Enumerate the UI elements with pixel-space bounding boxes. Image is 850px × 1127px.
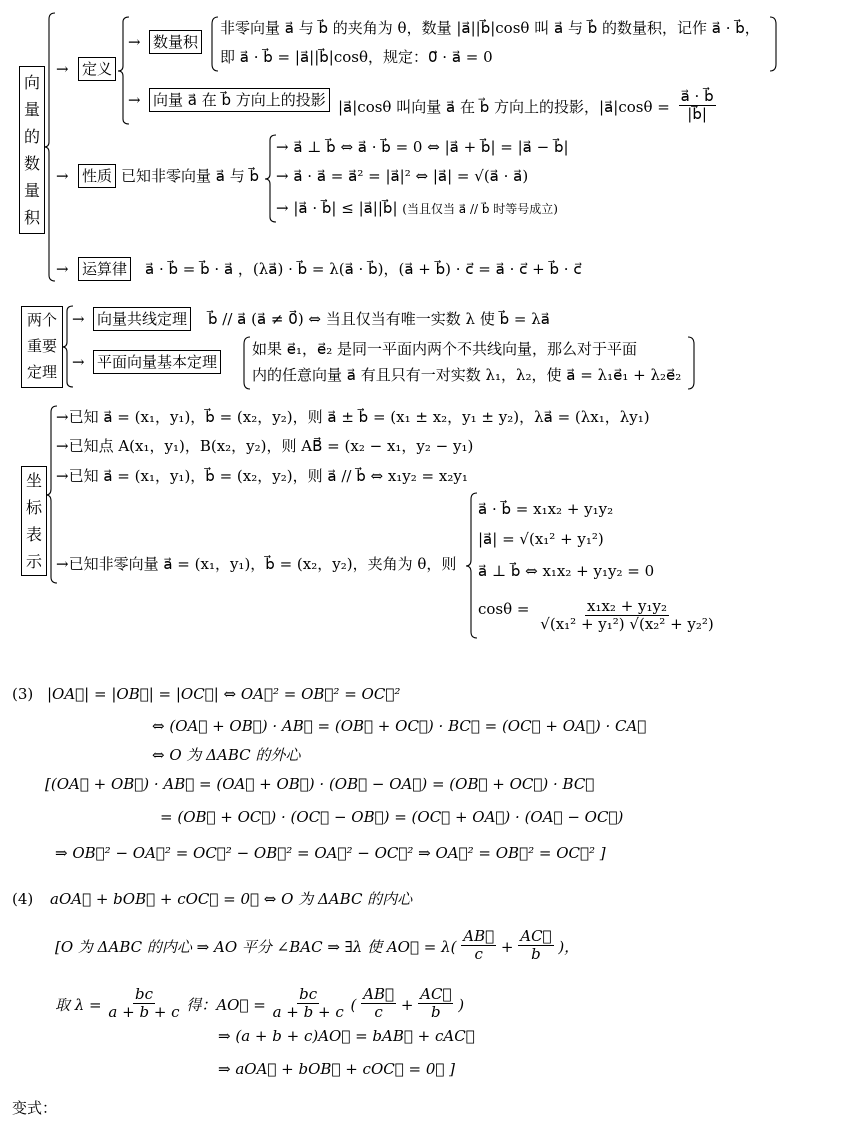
property-intro: 已知非零向量 a⃗ 与 b⃗ <box>121 167 260 185</box>
incenter-line4: ⇒ (a + b + c)AO⃗ = bAB⃗ + cAC⃗ <box>218 1027 475 1045</box>
inequality-note: (当且仅当 a⃗ // b⃗ 时等号成立) <box>402 202 558 216</box>
brace-angle-formulas <box>466 492 478 640</box>
dot-product-box: 数量积 <box>149 30 202 54</box>
fraction-denominator: |b⃗| <box>687 105 707 124</box>
title-char: 标 <box>25 498 42 517</box>
fraction-ab-over-c-2 <box>361 986 396 1022</box>
fraction-numerator: AC⃗ <box>520 927 552 945</box>
fraction-numerator: a⃗ · b⃗ <box>680 87 714 105</box>
plus-sign: + <box>400 995 414 1014</box>
incenter-line2 <box>55 927 580 966</box>
fraction-bc-over-sum-2 <box>271 986 346 1022</box>
arrow-icon: → <box>72 310 85 328</box>
title-char: 坐 <box>25 471 42 490</box>
collinear-theorem-box: 向量共线定理 <box>93 307 191 331</box>
title-char: 表 <box>25 525 42 544</box>
title-char: 量 <box>23 100 40 119</box>
operation-law-formula: a⃗ · b⃗ = b⃗ · a⃗ ，(λa⃗) · b⃗ = λ(a⃗ · b⃗)，(a⃗ + b⃗) · c⃗ = a⃗ · c⃗ + b⃗ · c⃗ <box>145 260 582 278</box>
title-char: 的 <box>23 127 40 146</box>
dot-product-formula: 即 a⃗ · b⃗ = |a⃗||b⃗|cosθ，规定：0⃗ · a⃗ = 0 <box>220 48 493 66</box>
circumcenter-line5: = (OB⃗ + OC⃗) · (OC⃗ − OB⃗) = (OC⃗ + OA⃗) · (OA⃗ − OC⃗) <box>160 808 624 826</box>
projection-text: |a⃗|cosθ 叫向量 a⃗ 在 b⃗ 方向上的投影，|a⃗|cosθ = <box>338 97 670 116</box>
paren-close: ) <box>458 995 465 1014</box>
incenter-line5: ⇒ aOA⃗ + bOB⃗ + cOC⃗ = 0⃗ ] <box>218 1060 455 1078</box>
circumcenter-line2: ⇔ (OA⃗ + OB⃗) · AB⃗ = (OB⃗ + OC⃗) · BC⃗ = (OC⃗ + OA⃗) · CA⃗ <box>152 717 647 735</box>
inequality-formula: → |a⃗ · b⃗| ≤ |a⃗||b⃗| <box>276 199 398 217</box>
collinear-theorem-text: b⃗ // a⃗ (a⃗ ≠ 0⃗) ⇔ 当且仅当有唯一实数 λ 使 b⃗ = λa⃗ <box>208 310 550 328</box>
operation-law-box: 运算律 <box>78 257 131 281</box>
cosine-fraction <box>538 598 715 634</box>
incenter-line3 <box>55 985 465 1024</box>
fraction-numerator: AC⃗ <box>420 985 452 1003</box>
fraction-denominator: a + b + c <box>272 1003 344 1022</box>
projection-definition <box>338 87 716 126</box>
section-title-theorems <box>21 306 63 388</box>
arrow-icon: → <box>56 167 69 185</box>
property-box: 性质 <box>78 164 116 188</box>
dot-product-definition: 非零向量 a⃗ 与 b⃗ 的夹角为 θ，数量 |a⃗||b⃗|cosθ 叫 a⃗ 与 b⃗ 的数量积，记作 a⃗ · b⃗， <box>220 19 760 37</box>
circumcenter-line4: [(OA⃗ + OB⃗) · AB⃗ = (OA⃗ + OB⃗) · (OB⃗ − OA⃗) = (OB⃗ + OC⃗) · BC⃗ <box>45 775 595 793</box>
title-line: 两个 <box>26 311 57 329</box>
incenter-line2-pre: [O 为 ΔABC 的内心 ⇒ AO 平分 ∠BAC ⇒ ∃λ 使 AO⃗ = λ( <box>55 937 457 956</box>
title-char: 示 <box>25 552 42 571</box>
coord-vector-ab: →已知点 A(x₁，y₁)，B(x₂，y₂)，则 AB⃗ = (x₂ − x₁，y₂ − y₁) <box>56 437 474 455</box>
fraction-numerator: bc <box>134 985 153 1003</box>
property-square: → a⃗ · a⃗ = a⃗² = |a⃗|² ⇔ |a⃗| = √(a⃗ · a⃗) <box>276 167 529 185</box>
coord-magnitude: |a⃗| = √(x₁² + y₁²) <box>478 530 604 548</box>
arrow-icon: → <box>128 91 141 109</box>
fraction-ab-over-c <box>461 928 496 964</box>
fraction-numerator: AB⃗ <box>363 985 395 1003</box>
definition-box: 定义 <box>78 57 116 81</box>
arrow-icon: → <box>56 260 69 278</box>
coord-cosine <box>478 592 716 634</box>
fraction-numerator: bc <box>299 985 318 1003</box>
fraction-ac-over-b <box>518 928 553 964</box>
fraction-denominator: b <box>431 1003 441 1022</box>
property-perpendicular: → a⃗ ⊥ b⃗ ⇔ a⃗ · b⃗ = 0 ⇔ |a⃗ + b⃗| = |a⃗ − b⃗| <box>276 138 569 156</box>
coord-dot-product: a⃗ · b⃗ = x₁x₂ + y₁y₂ <box>478 500 614 518</box>
plus-sign: + <box>500 937 514 956</box>
fraction-denominator: a + b + c <box>108 1003 180 1022</box>
title-char: 数 <box>23 154 40 173</box>
coord-addition: →已知 a⃗ = (x₁，y₁)，b⃗ = (x₂，y₂)，则 a⃗ ± b⃗ = (x₁ ± x₂，y₁ ± y₂)，λa⃗ = (λx₁，λy₁) <box>56 408 650 426</box>
title-char: 量 <box>23 181 40 200</box>
title-char: 向 <box>23 73 40 92</box>
fraction-numerator: AB⃗ <box>463 927 495 945</box>
incenter-line3-mid: 得：AO⃗ = <box>186 995 266 1014</box>
item-number-4: (4) <box>12 890 34 908</box>
title-char: 积 <box>23 208 40 227</box>
coord-parallel: →已知 a⃗ = (x₁，y₁)，b⃗ = (x₂，y₂)，则 a⃗ // b⃗ ⇔ x₁y₂ = x₂y₁ <box>56 467 468 485</box>
basic-theorem-line1: 如果 e⃗₁，e⃗₂ 是同一平面内两个不共线向量，那么对于平面 <box>252 340 638 358</box>
fraction-denominator: √(x₁² + y₁²) √(x₂² + y₂²) <box>540 615 714 634</box>
fraction-ac-over-b-2 <box>418 986 453 1022</box>
coord-perpendicular: a⃗ ⊥ b⃗ ⇔ x₁x₂ + y₁y₂ = 0 <box>478 562 655 580</box>
projection-fraction <box>679 88 716 124</box>
title-line: 重要 <box>26 337 57 355</box>
property-inequality <box>276 198 558 219</box>
circumcenter-line6: ⇒ OB⃗² − OA⃗² = OC⃗² − OB⃗² = OA⃗² − OC⃗² ⇒ OA⃗² = OB⃗² = OC⃗² ] <box>55 844 606 862</box>
arrow-icon: → <box>56 60 69 78</box>
fraction-bc-over-sum <box>106 986 181 1022</box>
cosine-lhs: cosθ = <box>478 599 530 618</box>
incenter-line3-pre: 取 λ = <box>55 995 102 1014</box>
variant-label: 变式： <box>12 1099 58 1117</box>
circumcenter-line3: ⇔ O 为 ΔABC 的外心 <box>152 746 301 764</box>
basic-theorem-line2: 内的任意向量 a⃗ 有且只有一对实数 λ₁，λ₂，使 a⃗ = λ₁e⃗₁ + λ₂e⃗₂ <box>252 366 682 384</box>
incenter-line2-post: )， <box>558 937 580 956</box>
brace-section1 <box>44 12 56 282</box>
arrow-icon: → <box>128 33 141 51</box>
incenter-line1: aOA⃗ + bOB⃗ + cOC⃗ = 0⃗ ⇔ O 为 ΔABC 的内心 <box>50 890 413 908</box>
basic-theorem-box: 平面向量基本定理 <box>93 350 221 374</box>
coord-angle-intro: →已知非零向量 a⃗ = (x₁，y₁)，b⃗ = (x₂，y₂)，夹角为 θ，则 <box>56 555 457 573</box>
fraction-denominator: b <box>531 945 541 964</box>
fraction-denominator: c <box>474 945 483 964</box>
section-title-dot-product <box>19 66 45 234</box>
fraction-denominator: c <box>374 1003 383 1022</box>
item-number-3: (3) <box>12 685 34 703</box>
projection-box: 向量 a⃗ 在 b⃗ 方向上的投影 <box>149 88 330 112</box>
paren-open: ( <box>350 995 357 1014</box>
arrow-icon: → <box>72 353 85 371</box>
circumcenter-line1: |OA⃗| = |OB⃗| = |OC⃗| ⇔ OA⃗² = OB⃗² = OC⃗² <box>47 685 401 703</box>
title-line: 定理 <box>26 363 57 381</box>
fraction-numerator: x₁x₂ + y₁y₂ <box>587 597 668 615</box>
section-title-coordinates <box>21 466 47 576</box>
